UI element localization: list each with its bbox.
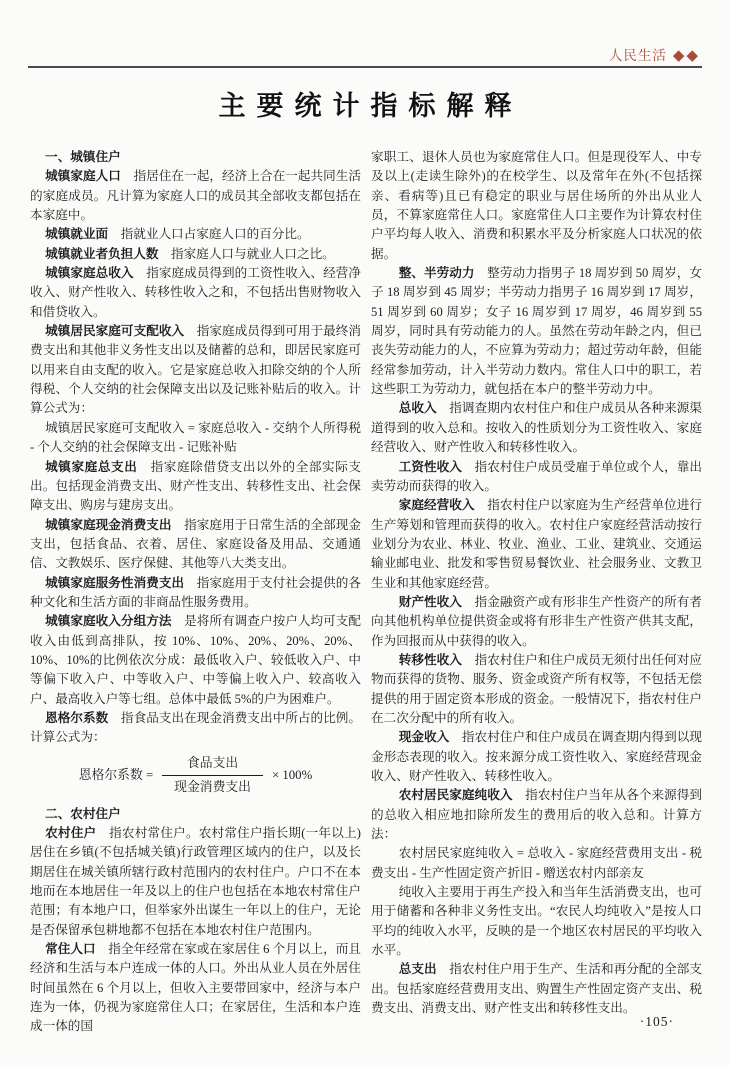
term: 家庭经营收入 — [398, 498, 475, 513]
paragraph: 城镇家庭总支出 指家庭除借贷支出以外的全部实际支出。包括现金消费支出、财产性支出、转移性支出、社会保障支出、购房与建房支出。 — [30, 459, 362, 513]
paragraph: 城镇居民家庭可支配收入 指家庭成员得到可用于最终消费支出和其他非义务性支出以及储蓄的总和，即居民家庭可以用来自由支配的收入。它是家庭总收入扣除交纳的个人所得税、个人交纳的社会保障支出以及记账补贴后的收入。计算公式为： — [30, 324, 362, 416]
fraction-denominator: 现金消费支出 — [162, 775, 263, 796]
term: 现金收入 — [398, 730, 450, 745]
term: 城镇家庭总支出 — [45, 459, 138, 474]
paragraph: 转移性收入 指农村住户和住户成员无须付出任何对应物而获得的货物、服务、资金或资产所有权等，不包括无偿提供的用于固定资本形成的资金。一般情况下，指农村住户在二次分配中的所有收入。 — [371, 652, 703, 725]
term: 城镇就业者负担人数 — [45, 246, 159, 261]
term: 城镇家庭人口 — [45, 169, 121, 184]
paragraph: 工资性收入 指农村住户成员受雇于单位或个人，靠出卖劳动而获得的收入。 — [371, 459, 703, 493]
paragraph: 总支出 指农村住户用于生产、生活和再分配的全部支出。包括家庭经营费用支出、购置生产性固定资产支出、税费支出、消费支出、财产性支出和转移性支出。 — [371, 962, 703, 1016]
paragraph: 家庭经营收入 指农村住户以家庭为生产经营单位进行生产筹划和管理而获得的收入。农村住户家庭经营活动按行业划分为农业、林业、牧业、渔业、工业、建筑业、交通运输业邮电业、批发和零售贸易餐饮业、社会服务业、文教卫生业和其他家庭经营。 — [371, 498, 703, 590]
term: 财产性收入 — [398, 594, 462, 609]
term: 恩格尔系数 — [45, 710, 109, 725]
section-label: 人民生活 — [608, 48, 667, 63]
engel-coefficient-formula — [30, 755, 361, 796]
formula-lhs: 恩格尔系数 = — [78, 767, 154, 782]
paragraph: 城镇家庭人口 指居住在一起，经济上合在一起共同生活的家庭成员。凡计算为家庭人口的成员其全部收支都包括在本家庭中。 — [30, 169, 362, 223]
section-heading: 一、城镇住户 — [45, 150, 121, 164]
term: 农村居民家庭纯收入 — [398, 788, 513, 803]
paragraph: 总收入 指调查期内农村住户和住户成员从各种来源渠道得到的收入总和。按收入的性质划分为工资性收入、家庭经营收入、财产性收入和转移性收入。 — [371, 401, 703, 455]
term: 城镇就业面 — [45, 227, 109, 242]
paragraph: 农村居民家庭纯收入 指农村住户当年从各个来源得到的总收入相应地扣除所发生的费用后的收入总和。计算方法： — [371, 788, 703, 842]
paragraph: 城镇家庭总收入 指家庭成员得到的工资性收入、经营净收入、财产性收入、转移性收入之和，不包括出售财物收入和借贷收入。 — [30, 266, 362, 319]
paragraph: 农村居民家庭纯收入 = 总收入 - 家庭经营费用支出 - 税费支出 - 生产性固定资产折旧 - 赠送农村内部亲友 — [371, 846, 702, 880]
paragraph: 常住人口 指全年经常在家或在家居住 6 个月以上，而且经济和生活与本户连成一体的人口。外出从业人员在外居住时间虽然在 6 个月以上，但收入主要带回家中，经济与本户连为一体，仍视为家庭常住人口；在家居住，生活和本户连成一体的国 — [30, 942, 362, 1034]
term: 城镇家庭总收入 — [45, 266, 134, 281]
term: 农村住户 — [45, 826, 97, 840]
term: 城镇家庭服务性消费支出 — [45, 575, 185, 590]
paragraph: 整、半劳动力 整劳动力指男子 18 周岁到 50 周岁，女子 18 周岁到 45 周岁；半劳动力指男子 16 周岁到 17 周岁，51 周岁到 60 周岁；女子 16 周岁到 17 周岁，46 周岁到 55 周岁，同时具有劳动能力的人。虽然在劳动年龄之内，但已丧失劳动能力的人，不应算为劳动力；超过劳动年龄，但能经常参加劳动，计入半劳动力数内。常住人口中的职工，若这些职工为劳动力，就包括在本户的整半劳动力中。 — [371, 266, 703, 397]
left-column — [30, 148, 361, 1037]
term: 城镇家庭现金消费支出 — [45, 517, 172, 532]
term: 城镇居民家庭可支配收入 — [45, 324, 185, 339]
term: 常住人口 — [45, 942, 96, 957]
paragraph: 城镇居民家庭可支配收入 = 家庭总收入 - 交纳个人所得税 - 个人交纳的社会保障支出 - 记账补贴 — [30, 420, 361, 455]
page-title: 主要统计指标解释 — [218, 91, 523, 121]
formula-rhs: × 100% — [271, 767, 313, 782]
term: 工资性收入 — [398, 459, 462, 474]
page-header — [609, 44, 700, 64]
diamond-icons: ◆◆ — [672, 47, 700, 64]
fraction-numerator: 食品支出 — [186, 755, 239, 770]
fraction — [162, 755, 263, 796]
paragraph: 现金收入 指农村住户和住户成员在调查期内得到以现金形态表现的收入。按来源分成工资性收入、家庭经营现金收入、财产性收入、转移性收入。 — [371, 730, 703, 783]
paragraph: 家职工、退休人员也为家庭常住人口。但是现役军人、中专及以上(走读生除外)的在校学生、以及常年在外(不包括探亲、看病等)且已有稳定的职业与居住场所的外出从业人员，不算家庭常住人口。家庭常住人口主要作为计算农村住户平均每人收入、消费和积累水平及分析家庭人口状况的依据。 — [371, 150, 702, 261]
paragraph: 农村住户 指农村常住户。农村常住户指长期(一年以上)居住在乡镇(不包括城关镇)行政管理区域内的住户，以及长期居住在城关镇所辖行政村范围内的农村住户。户口不在本地而在本地居住一年及以上的住户也包括在本地农村常住户范围；有本地户口，但举家外出谋生一年以上的住户，无论是否保留承包耕地都不包括在本地农村住户范围内。 — [30, 826, 362, 937]
paragraph: 城镇家庭收入分组方法 是将所有调查户按户人均可支配收入由低到高排队，按 10%、10%、20%、20%、20%、10%、10%的比例依次分成：最低收入户、较低收入户、中等偏下收入户、中等收入户、中等偏上收入户、较高收入户、最高收入户等七组。总体中最低 5%的户为困难户。 — [30, 614, 362, 706]
section-heading: 二、农村住户 — [45, 806, 121, 821]
text-columns — [30, 148, 702, 1037]
paragraph: 城镇家庭现金消费支出 指家庭用于日常生活的全部现金支出，包括食品、衣着、居住、家庭设备及用品、交通通信、文教娱乐、医疗保健、其他等八大类支出。 — [30, 517, 362, 571]
paragraph: 财产性收入 指金融资产或有形非生产性资产的所有者向其他机构单位提供资金或将有形非生产性资产供其支配，作为回报而从中获得的收入。 — [371, 594, 703, 648]
page-number: ·105· — [639, 1014, 674, 1029]
paragraph: 恩格尔系数 指食品支出在现金消费支出中所占的比例。计算公式为： — [30, 710, 362, 745]
paragraph: 城镇就业者负担人数 指家庭人口与就业人口之比。 — [45, 246, 335, 261]
term: 总支出 — [398, 962, 437, 977]
term: 总收入 — [398, 401, 437, 416]
term: 转移性收入 — [398, 652, 462, 667]
right-column — [371, 148, 702, 1037]
paragraph: 纯收入主要用于再生产投入和当年生活消费支出，也可用于储蓄和各种非义务性支出。“农民人均纯收入”是按人口平均的纯收入水平，反映的是一个地区农村居民的平均收入水平。 — [371, 885, 702, 958]
term: 城镇家庭收入分组方法 — [45, 614, 172, 629]
paragraph: 城镇就业面 指就业人口占家庭人口的百分比。 — [45, 227, 310, 242]
paragraph: 城镇家庭服务性消费支出 指家庭用于支付社会提供的各种文化和生活方面的非商品性服务费用。 — [30, 575, 362, 609]
header-rule — [28, 66, 702, 68]
term: 整、半劳动力 — [398, 266, 475, 281]
